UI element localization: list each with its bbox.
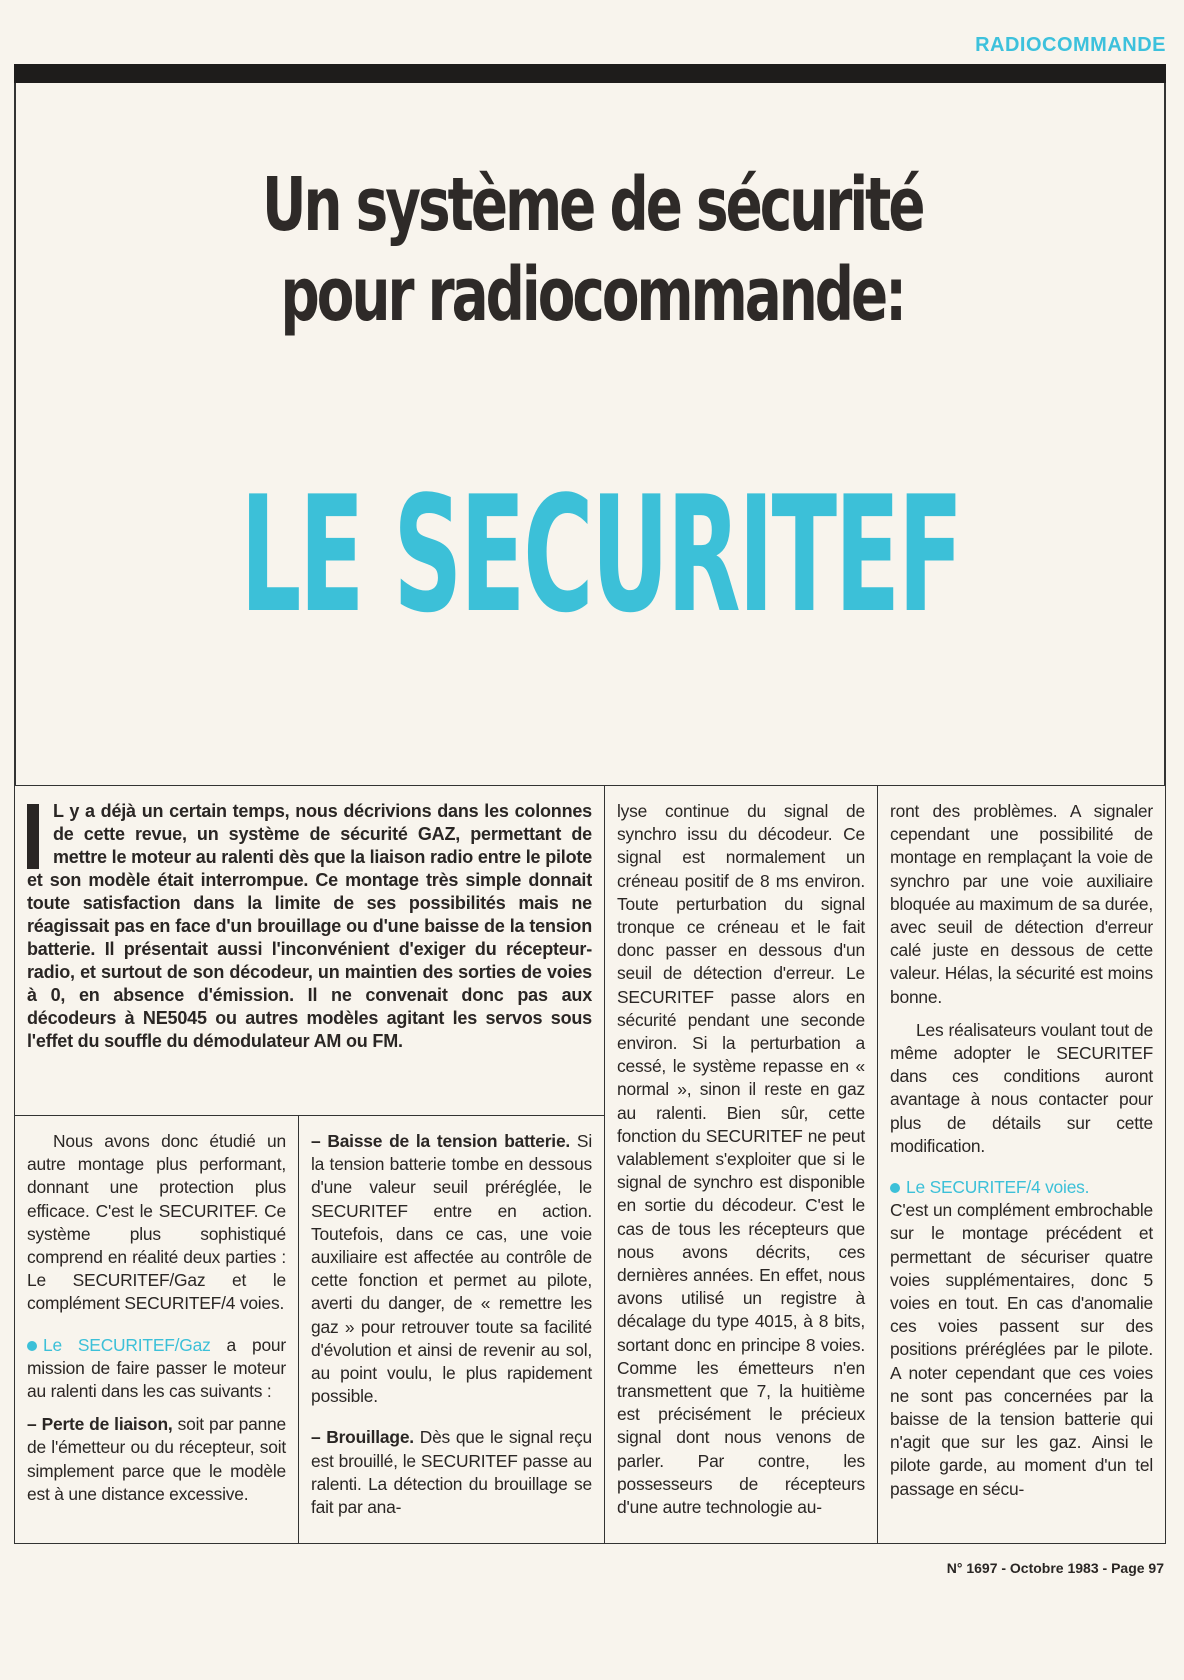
subheading: Le SECURITEF/Gaz (43, 1334, 211, 1355)
page-footer: N° 1697 - Octobre 1983 - Page 97 (946, 1560, 1164, 1577)
column-2 (299, 1116, 604, 1543)
paragraph: C'est un complément embrochable sur le montage précédent et permettant de sécuriser quatre voies supplémentaires, donc 5 voies en tout. En cas d'anomalie ces voies passent sur des positions préréglées par le pilote. A noter cependant que ces voies ne sont pas concernées par la baisse de la tension batterie qui n'agit que sur les gaz. Ainsi le pilote garde, au moment d'un tel passage en sécu- (890, 1200, 1153, 1499)
column-4 (878, 786, 1165, 1543)
big-title: LE SECURITEF (240, 461, 962, 648)
drop-cap-i (27, 804, 39, 869)
paragraph-text: a pour mission de faire passer le moteur au ralenti dans les cas suivants : (27, 1334, 286, 1402)
lower-columns (15, 1116, 604, 1543)
paragraph (27, 1334, 286, 1404)
subheading: Le SECURITEF/4 voies. (906, 1177, 1090, 1198)
column-1 (15, 1116, 299, 1543)
bold-lead: – Baisse de la tension batterie. (311, 1131, 571, 1151)
bullet-icon (890, 1183, 900, 1193)
header-bar (14, 64, 1166, 83)
paragraph: lyse continue du signal de synchro issu du décodeur. Ce signal est normalement un créneau positif de 8 ms environ. Toute perturbation du signal tronque ce créneau et le fait donc passer en dessous d'un seuil de détection d'erreur. Le SECURITEF passe alors en sécurité pendant une seconde environ. Si la perturbation a cessé, le système repasse en « normal », sinon il reste en gaz au ralenti. Bien sûr, cette fonction du SECURITEF ne peut valablement s'exploiter que si le signal de synchro est disponible en sortie du décodeur. C'est le cas de tous les récepteurs que nous avons décrits, ces dernières années. En effet, nous avons utilisé un registre à décalage du type 4015, à 8 bits, sortant donc en principe 8 voies. Comme les émetteurs n'en transmettent que 7, la huitième est précisément le précieux signal dont nous venons de parler. Par contre, les possesseurs de récepteurs d'une autre technologie au- (617, 801, 865, 1518)
title-line-2-row (0, 252, 1184, 338)
paragraph: ront des problèmes. A signaler cependant une possibilité de montage en remplaçant la voie de synchro par une voie auxiliaire bloquée au maximum de sa durée, avec seuil de détection d'erreur calé juste en dessous de cette valeur. Hélas, la sécurité est moins bonne. (890, 801, 1153, 1007)
article-grid (14, 785, 1166, 1544)
intro-paragraph (15, 786, 604, 1116)
title-line-1-row (0, 162, 1184, 248)
big-title-row (0, 455, 1184, 655)
paragraph (311, 1130, 592, 1408)
paragraph-text: Dès que le signal reçu est brouillé, le SECURITEF passe au ralenti. La détection du brouillage se fait par ana- (311, 1427, 592, 1518)
article-body (0, 785, 1184, 1576)
paragraph-text: soit par panne de l'émetteur ou du récepteur, soit simplement parce que le modèle est à une distance excessive. (27, 1414, 286, 1504)
title-line-1: Un système de sécurité (261, 162, 923, 248)
left-part (15, 786, 605, 1543)
paragraph: Nous avons donc étudié un autre montage plus performant, donnant une protection plus efficace. C'est le SECURITEF. Ce système plus sophistiqué comprend en réalité deux parties : Le SECURITEF/Gaz et le complément SECURITEF/4 voies. (27, 1131, 286, 1314)
bullet-icon (27, 1341, 37, 1351)
paragraph (311, 1426, 592, 1519)
bold-lead: – Perte de liaison, (27, 1414, 173, 1435)
paragraph: Les réalisateurs voulant tout de même adopter le SECURITEF dans ces conditions auront avantage à nous contacter pour plus de détails sur cette modification. (890, 1019, 1153, 1156)
intro-text: L y a déjà un certain temps, nous décrivions dans les colonnes de cette revue, un système de sécurité GAZ, permettant de mettre le moteur au ralenti dès que la liaison radio entre le pilote et son modèle était interrompue. Ce montage très simple donnait toute satisfaction dans la limite de ses possibilités mais ne réagissait pas en face d'un brouillage ou d'une baisse de la tension batterie. Il présentait aussi l'inconvénient d'exiger du récepteur-radio, et surtout de son décodeur, un maintien des sorties de voies à 0, en absence d'émission. Il ne convenait donc pas aux décodeurs à NE5045 ou autres modèles agitant les servos sous l'effet du souffle du démodulateur AM ou FM. (27, 801, 592, 1051)
bold-lead: – Brouillage. (311, 1427, 414, 1448)
subheading-line (890, 1176, 1153, 1199)
column-3 (605, 786, 878, 1543)
paragraph-text: Si la tension batterie tombe en dessous d'une valeur seuil préréglée, le SECURITEF entre en action. Toutefois, dans ce cas, une voie auxiliaire est affectée au contrôle de cette fonction et permet au pilote, averti du danger, de « remettre les gaz » pour retrouver toute sa facilité d'évolution et ainsi de revenir au sol, au point voulu, le plus rapidement possible. (311, 1131, 592, 1407)
paragraph (27, 1413, 286, 1506)
title-line-2: pour radiocommande: (280, 252, 904, 338)
section-header: RADIOCOMMANDE (975, 34, 1166, 56)
